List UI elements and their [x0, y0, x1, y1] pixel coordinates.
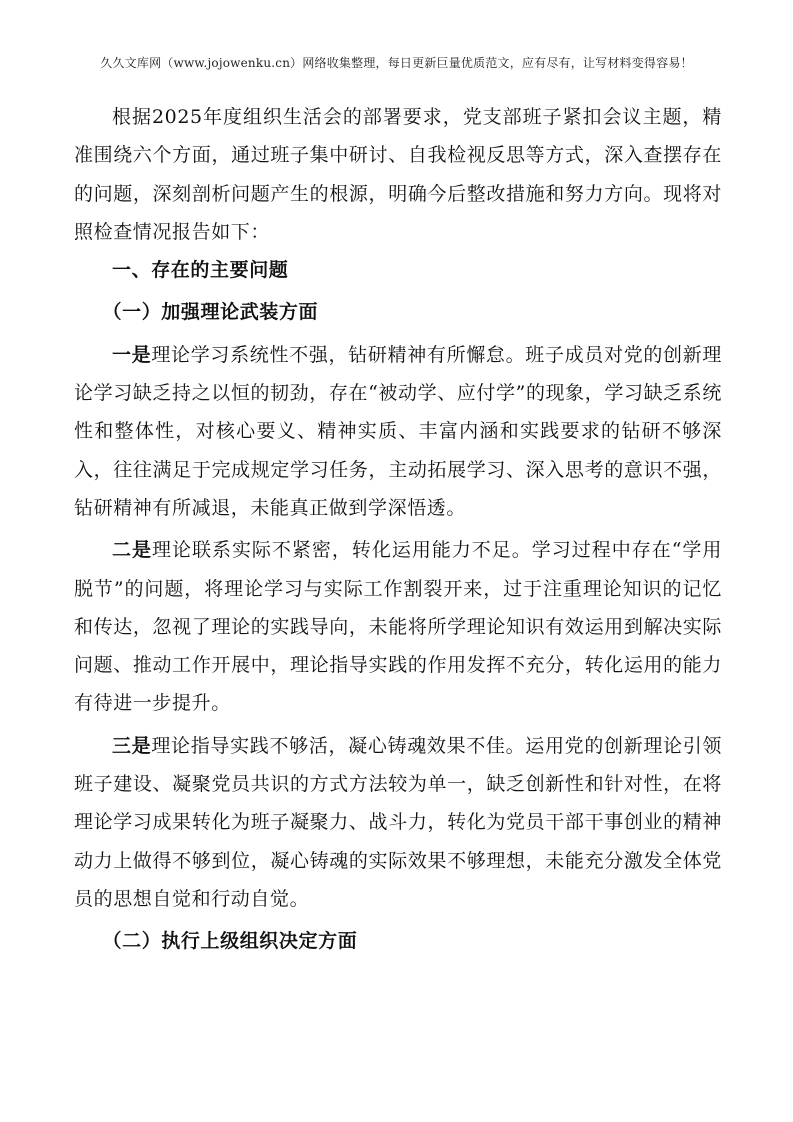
point-body-2: 理论联系实际不紧密，转化运用能力不足。学习过程中存在“学用脱节”的问题，将理论学习与实际工作割裂开来，过于注重理论知识的记忆和传达，忽视了理论的实践导向，未能将所学理论知识有效运用到解决实际问题、推动工作开展中，理论指导实践的作用发挥不充分，转化运用的能力有待进一步提升。 — [74, 539, 722, 715]
point-paragraph-2 — [74, 531, 722, 722]
point-body-3: 理论指导实践不够活，凝心铸魂效果不佳。运用党的创新理论引领班子建设、凝聚党员共识的方式方法较为单一，缺乏创新性和针对性，在将理论学习成果转化为班子凝聚力、战斗力，转化为党员干部干事创业的精神动力上做得不够到位，凝心铸魂的实际效果不够理想，未能充分激发全体党员的思想自觉和行动自觉。 — [74, 734, 723, 910]
point-body-1: 理论学习系统性不强，钻研精神有所懈怠。班子成员对党的创新理论学习缺乏持之以恒的韧劲，存在“被动学、应付学”的现象，学习缺乏系统性和整体性，对核心要义、精神实质、丰富内涵和实践要求的钻研不够深入，往往满足于完成规定学习任务，主动拓展学习、深入思考的意识不强，钻研精神有所减退，未能真正做到学深悟透。 — [74, 343, 723, 519]
point-lead-1: 一是 — [112, 343, 152, 366]
point-lead-3: 三是 — [112, 734, 152, 757]
page-header: 久久文库网（www.jojowenku.cn）网络收集整理，每日更新巨量优质范文，应有尽有，让写材料变得容易！ — [100, 56, 693, 70]
document-body — [74, 98, 722, 961]
subsection-title-theory: （一）加强理论武装方面 — [102, 301, 319, 324]
intro-paragraph: 根据2025年度组织生活会的部署要求，党支部班子紧扣会议主题，精准围绕六个方面，通过班子集中研讨、自我检视反思等方式，深入查摆存在的问题，深刻剖析问题产生的根源，明确今后整改措施和努力方向。现将对照检查情况报告如下： — [74, 106, 722, 243]
point-paragraph-3 — [74, 727, 722, 918]
subsection-title-execution: （二）执行上级组织决定方面 — [102, 930, 358, 953]
point-lead-2: 二是 — [112, 539, 152, 562]
section-title-main-problems: 一、存在的主要问题 — [112, 259, 289, 282]
point-paragraph-1 — [74, 336, 722, 527]
